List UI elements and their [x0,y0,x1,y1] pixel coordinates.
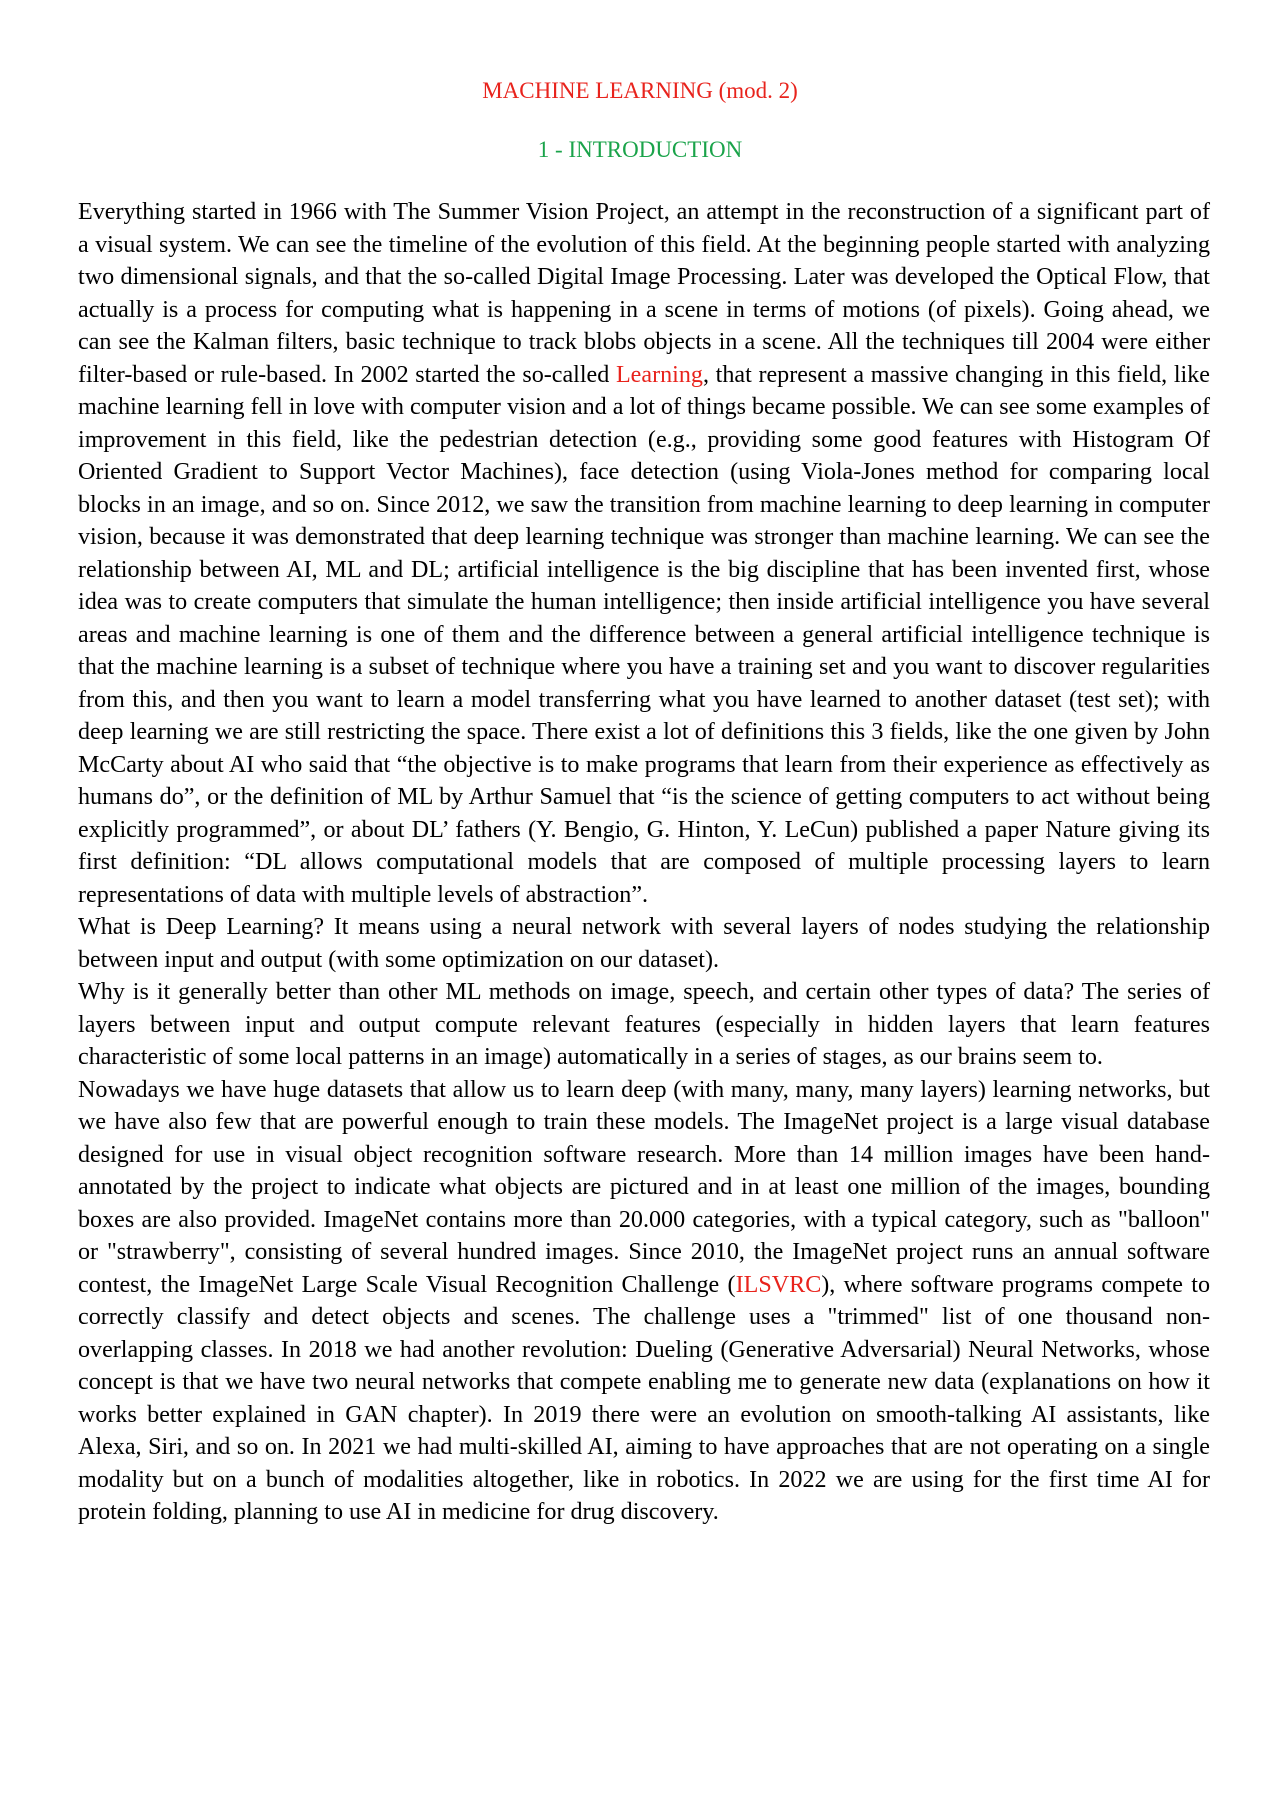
paragraph-datasets [78,1074,1210,1529]
document-body [78,196,1210,1529]
paragraph-text: Everything started in 1966 with The Summer Vision Project, an attempt in the reconstruction of a significant part of a visual system. We can see the timeline of the evolution of this field. At the beginning people started with analyzing two dimensional signals, and that the so-called Digital Image Processing. Later was developed the Optical Flow, that actually is a process for computing what is happening in a scene in terms of motions (of pixels). Going ahead, we can see the Kalman filters, basic technique to track blobs objects in a scene. All the techniques till 2004 were either filter-based or rule-based. In 2002 started the so-called [78,199,1210,388]
section-heading: 1 - INTRODUCTION [537,137,743,162]
paragraph-text: ), where software programs compete to correctly classify and detect objects and scenes. The challenge uses a "trimmed" list of one thousand non-overlapping classes. In 2018 we had another revolution: Dueling (Generative Adversarial) Neural Networks, whose concept is that we have two neural networks that compete enabling me to generate new data (explanations on how it works better explained in GAN chapter). In 2019 there were an evolution on smooth-talking AI assistants, like Alexa, Siri, and so on. In 2021 we had multi-skilled AI, aiming to have approaches that are not operating on a single modality but on a bunch of modalities altogether, like in robotics. In 2022 we are using for the first time AI for protein folding, planning to use AI in medicine for drug discovery. [78,1271,1211,1525]
paragraph-why-better: Why is it generally better than other ML methods on image, speech, and certain other types of data? The series of layers between input and output compute relevant features (especially in hidden layers that learn features characteristic of some local patterns in an image) automatically in a series of stages, as our brains seem to. [78,979,1210,1070]
paragraph-history [78,196,1210,911]
document-title: MACHINE LEARNING (mod. 2) [482,78,798,103]
paragraph-text: , that represent a massive changing in this field, like machine learning fell in love with computer vision and a lot of things became possible. We can see some examples of improvement in this field, like the pedestrian detection (e.g., providing some good features with Histogram Of Oriented Gradient to Support Vector Machines), face detection (using Viola-Jones method for comparing local blocks in an image, and so on. Since 2012, we saw the transition from machine learning to deep learning in computer vision, because it was demonstrated that deep learning technique was stronger than machine learning. We can see the relationship between AI, ML and DL; artificial intelligence is the big discipline that has been invented first, whose idea was to create computers that simulate the human intelligence; then inside artificial intelligence you have several areas and machine learning is one of them and the difference between a general artificial intelligence technique is that the machine learning is a subset of technique where you have a training set and you want to discover regularities from this, and then you want to learn a model transferring what you have learned to another dataset (test set); with deep learning we are still restricting the space. There exist a lot of definitions this 3 fields, like the one given by John McCarty about AI who said that “the objective is to make programs that learn from their experience as effectively as humans do”, or the definition of ML by Arthur Samuel that “is the science of getting computers to act without being explicitly programmed”, or about DL’ fathers (Y. Bengio, G. Hinton, Y. LeCun) published a paper Nature giving its first definition: “DL allows computational models that are composed of multiple processing layers to learn representations of data with multiple levels of abstraction”. [78,361,1210,908]
paragraph-what-is-dl: What is Deep Learning? It means using a neural network with several layers of nodes studying the relationship between input and output (with some optimization on our dataset). [78,914,1210,973]
paragraph-text: Nowadays we have huge datasets that allow us to learn deep (with many, many, many layers) learning networks, but we have also few that are powerful enough to train these models. The ImageNet project is a large visual database designed for use in visual object recognition software research. More than 14 million images have been hand-annotated by the project to indicate what objects are pictured and in at least one million of the images, bounding boxes are also provided. ImageNet contains more than 20.000 categories, with a typical category, such as "balloon" or "strawberry", consisting of several hundred images. Since 2010, the ImageNet project runs an annual software contest, the ImageNet Large Scale Visual Recognition Challenge ( [78,1076,1210,1298]
highlight-term-ilsvrc: ILSVRC [735,1271,822,1298]
highlight-term-learning: Learning [615,361,703,388]
